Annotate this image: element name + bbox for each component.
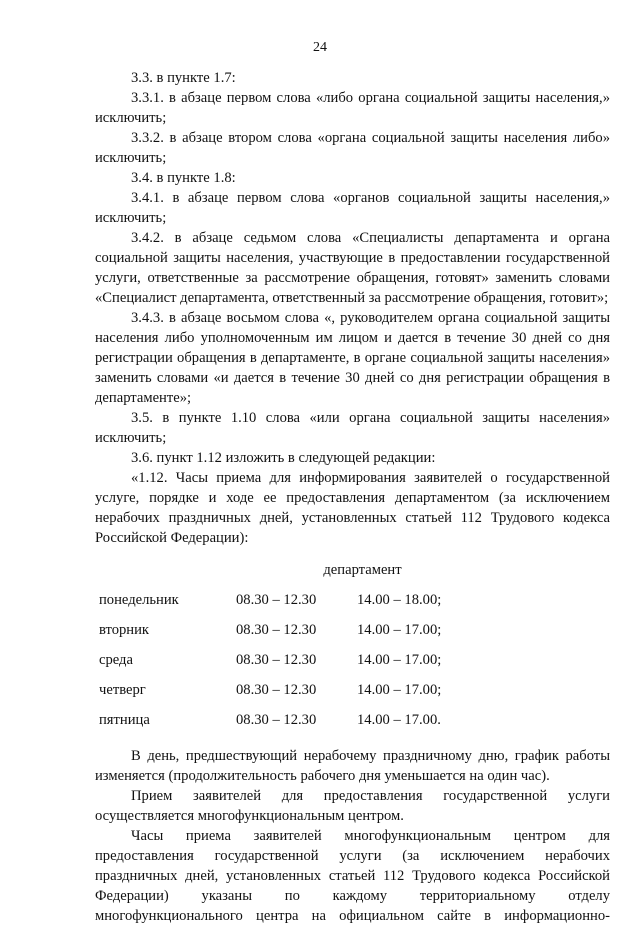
paragraph: 3.4.1. в абзаце первом слова «органов социальной защиты населения,» исключить; (95, 190, 610, 226)
schedule-morning: 08.30 – 12.30 (236, 622, 317, 638)
schedule-afternoon: 14.00 – 17.00; (357, 682, 442, 698)
schedule-row (95, 650, 610, 680)
schedule-day: вторник (99, 622, 150, 638)
document-body (95, 68, 610, 926)
schedule-heading: департамент (323, 562, 402, 578)
schedule-day: понедельник (99, 592, 179, 608)
schedule-morning: 08.30 – 12.30 (236, 682, 317, 698)
paragraph: Прием заявителей для предоставления государственной услуги осуществляется многофункциональным центром. (95, 788, 610, 824)
schedule-day: среда (99, 652, 133, 668)
schedule-row (95, 680, 610, 710)
paragraph: «1.12. Часы приема для информирования заявителей о государственной услуге, порядке и ходе ее предоставления департаментом (за исключением нерабочих праздничных дней, установленных статьей 112 Трудового кодекса Российской Федерации): (95, 470, 610, 546)
schedule-day: четверг (99, 682, 146, 698)
schedule-afternoon: 14.00 – 17.00; (357, 622, 442, 638)
schedule-row (95, 620, 610, 650)
schedule-afternoon: 14.00 – 17.00; (357, 652, 442, 668)
paragraph: 3.4.3. в абзаце восьмом слова «, руководителем органа социальной защиты населения либо уполномоченным им лицом и дается в течение 30 дней со дня регистрации обращения в департаменте, в органе социальной защиты населения» заменить словами «и дается в течение 30 дней со дня регистрации обращения в департаменте»; (95, 310, 610, 406)
paragraph: 3.3.2. в абзаце втором слова «органа социальной защиты населения либо» исключить; (95, 130, 610, 166)
paragraph: 3.3.1. в абзаце первом слова «либо органа социальной защиты населения,» исключить; (95, 90, 610, 126)
paragraph: Часы приема заявителей многофункциональным центром для предоставления государственной услуги (за исключением нерабочих праздничных дней, установленных статьей 112 Трудового кодекса Российской Федерации) указаны по каждому территориальному отделу многофункционального центра на официальном сайте в информационно- (95, 828, 610, 924)
paragraph: 3.4.2. в абзаце седьмом слова «Специалисты департамента и органа социальной защиты населения, участвующие в предоставлении государственной услуги, ответственные за рассмотрение обращения, готовят» заменить словами «Специалист департамента, ответственный за рассмотрение обращения, готовит»; (95, 230, 610, 306)
schedule-afternoon: 14.00 – 17.00. (357, 712, 441, 728)
page-number: 24 (313, 40, 327, 55)
schedule-row (95, 710, 610, 740)
paragraph: 3.6. пункт 1.12 изложить в следующей редакции: (131, 450, 436, 466)
paragraph: 3.4. в пункте 1.8: (131, 170, 236, 186)
schedule-row (95, 590, 610, 620)
schedule-table (95, 590, 610, 740)
paragraph: В день, предшествующий нерабочему праздничному дню, график работы изменяется (продолжительность рабочего дня уменьшается на один час). (95, 748, 610, 784)
schedule-morning: 08.30 – 12.30 (236, 592, 317, 608)
paragraph: 3.5. в пункте 1.10 слова «или органа социальной защиты населения» исключить; (95, 410, 610, 446)
paragraph: 3.3. в пункте 1.7: (131, 70, 236, 86)
schedule-morning: 08.30 – 12.30 (236, 712, 317, 728)
schedule-day: пятница (99, 712, 150, 728)
schedule-afternoon: 14.00 – 18.00; (357, 592, 442, 608)
schedule-morning: 08.30 – 12.30 (236, 652, 317, 668)
